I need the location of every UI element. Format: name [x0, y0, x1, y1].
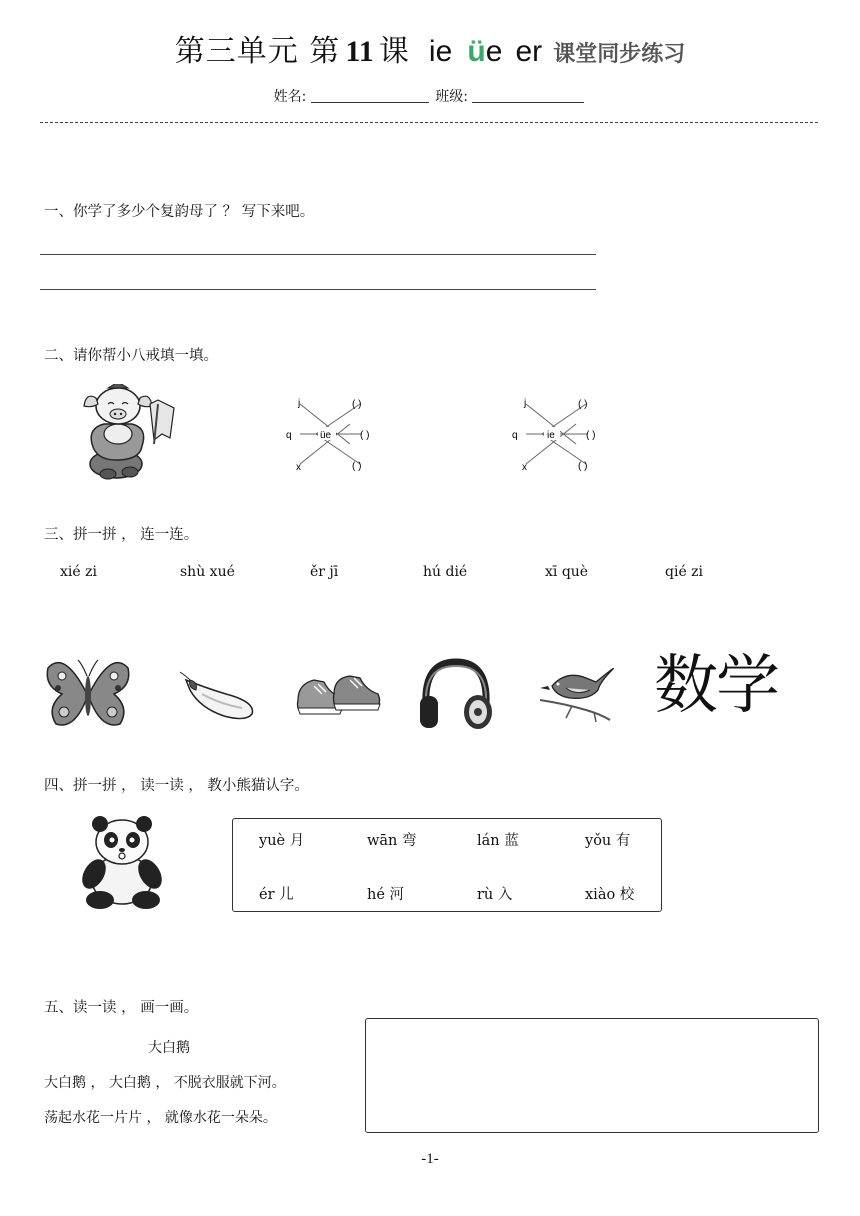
diagram2-blank-mid[interactable]: ( ) — [586, 430, 596, 441]
q4-word-3: lán 蓝 — [477, 833, 519, 849]
question-5-heading: 五、读一读 ， 画一画。 — [44, 1000, 199, 1016]
q2-diagram-ie — [506, 390, 636, 480]
name-label: 姓名: — [273, 89, 307, 105]
worksheet-title — [0, 26, 860, 70]
question-2-heading: 二、请你帮小八戒填一填。 — [44, 348, 218, 364]
diagram2-left-mid: q — [512, 430, 518, 441]
title-subtitle: 课堂同步练习 — [553, 42, 686, 67]
butterfly-image[interactable] — [44, 656, 132, 730]
q3-pinyin-4[interactable]: hú dié — [423, 564, 468, 580]
q4-word-5: ér 儿 — [259, 887, 294, 903]
diagram2-left-bot: x — [522, 462, 527, 473]
title-final-ue-u: ü — [467, 35, 486, 68]
q3-pinyin-6[interactable]: qié zi — [665, 564, 704, 580]
q3-pinyin-3[interactable]: ěr jī — [310, 564, 339, 580]
magpie-image[interactable] — [536, 660, 620, 724]
q3-pinyin-2[interactable]: shù xué — [180, 564, 235, 580]
title-unit: 第三单元 第 — [174, 34, 341, 69]
page-number: -1- — [421, 1151, 439, 1167]
q4-word-6: hé 河 — [367, 887, 405, 903]
diagram2-center: ie — [547, 430, 555, 441]
diagram2-blank-top[interactable]: ( ) — [578, 399, 588, 410]
answer-line-1[interactable] — [40, 254, 596, 255]
q4-word-1: yuè 月 — [259, 833, 305, 849]
q4-word-7: rù 入 — [477, 887, 513, 903]
diagram1-left-mid: q — [286, 430, 292, 441]
diagram2-left-top: j — [524, 398, 527, 409]
panda-illustration — [74, 814, 170, 910]
title-final-ie: ie — [428, 35, 453, 68]
title-lesson-number: 11 — [345, 35, 374, 68]
eggplant-image[interactable] — [176, 664, 260, 724]
q4-word-2: wān 弯 — [367, 833, 417, 849]
poem-title: 大白鹅 — [148, 1040, 190, 1056]
q4-word-4: yǒu 有 — [585, 833, 631, 849]
question-3-heading: 三、拼一拼 ， 连一连。 — [44, 527, 199, 543]
class-label: 班级: — [435, 89, 468, 105]
diagram2-blank-bot[interactable]: ( ) — [578, 461, 588, 472]
q4-word-box — [232, 818, 662, 912]
title-lesson-word: 课 — [378, 34, 410, 69]
name-blank[interactable] — [311, 88, 429, 103]
math-characters-image[interactable]: 数学 — [654, 649, 778, 723]
question-4-heading: 四、拼一拼 ， 读一读 ， 教小熊猫认字。 — [44, 778, 309, 794]
name-class-row — [0, 86, 860, 106]
q3-pinyin-1[interactable]: xié zi — [60, 564, 97, 580]
title-final-er: er — [515, 35, 543, 68]
title-final-ue-e: e — [485, 35, 503, 68]
zhubajie-illustration — [74, 384, 184, 484]
answer-line-2[interactable] — [40, 289, 596, 290]
question-1-heading: 一、你学了多少个复韵母了 ？ 写下来吧。 — [44, 204, 315, 220]
diagram1-left-top: j — [298, 398, 301, 409]
poem-line-2: 荡起水花一片片 ， 就像水花一朵朵。 — [44, 1110, 277, 1126]
q2-diagram-ue — [280, 390, 410, 480]
diagram1-left-bot: x — [296, 462, 301, 473]
q3-pinyin-5[interactable]: xī què — [545, 564, 589, 580]
headphones-image[interactable] — [418, 656, 494, 732]
diagram1-blank-bot[interactable]: ( ) — [352, 461, 362, 472]
dashed-divider — [40, 122, 818, 123]
diagram1-center: üe — [320, 430, 332, 441]
diagram1-blank-top[interactable]: ( ) — [352, 399, 362, 410]
q4-word-8: xiào 校 — [585, 887, 635, 903]
diagram1-blank-mid[interactable]: ( ) — [360, 430, 370, 441]
drawing-box[interactable] — [365, 1018, 819, 1133]
shoes-image[interactable] — [294, 670, 384, 720]
class-blank[interactable] — [472, 88, 584, 103]
poem-line-1: 大白鹅 ， 大白鹅 ， 不脱衣服就下河。 — [44, 1075, 286, 1091]
